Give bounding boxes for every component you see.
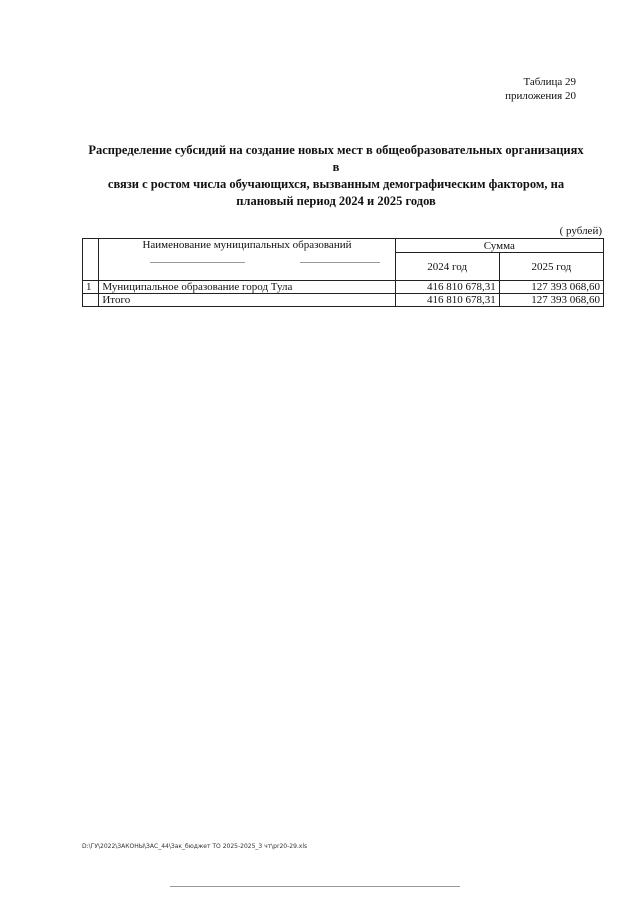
number-header-cell bbox=[83, 239, 99, 281]
table-row bbox=[83, 281, 604, 294]
amount-2025: 127 393 068,60 bbox=[499, 281, 603, 294]
row-number: 1 bbox=[83, 281, 99, 294]
total-2025: 127 393 068,60 bbox=[499, 294, 603, 307]
total-label: Итого bbox=[99, 294, 395, 307]
total-number-cell bbox=[83, 294, 99, 307]
total-row bbox=[83, 294, 604, 307]
subsidy-table bbox=[82, 238, 604, 307]
municipality-header: Наименование муниципальных образований bbox=[99, 239, 395, 281]
title-line-2: связи с ростом числа обучающихся, вызванным демографическим фактором, на bbox=[107, 177, 565, 191]
scan-artifact bbox=[150, 262, 245, 263]
sum-header: Сумма bbox=[395, 239, 603, 253]
year-2025-header: 2025 год bbox=[499, 253, 603, 281]
amount-2024: 416 810 678,31 bbox=[395, 281, 499, 294]
table-number: Таблица 29 bbox=[523, 76, 576, 88]
appendix-number: приложения 20 bbox=[505, 90, 576, 102]
total-2024: 416 810 678,31 bbox=[395, 294, 499, 307]
document-title bbox=[86, 142, 586, 210]
municipality-name: Муниципальное образование город Тула bbox=[99, 281, 395, 294]
table-reference bbox=[505, 75, 576, 103]
scan-artifact bbox=[170, 886, 460, 887]
title-line-3: плановый период 2024 и 2025 годов bbox=[236, 194, 436, 208]
year-2024-header: 2024 год bbox=[395, 253, 499, 281]
title-line-1: Распределение субсидий на создание новых мест в общеобразовательных организациях в bbox=[88, 143, 584, 174]
file-path-footer: D:\ГУ\2022\ЗАКОНЫ\ЗАС_44\Зак_бюджет ТО 2025-2025_3 чт\pr20-29.xls bbox=[82, 843, 308, 850]
scan-artifact bbox=[300, 262, 380, 263]
units-label: ( рублей) bbox=[559, 225, 602, 237]
